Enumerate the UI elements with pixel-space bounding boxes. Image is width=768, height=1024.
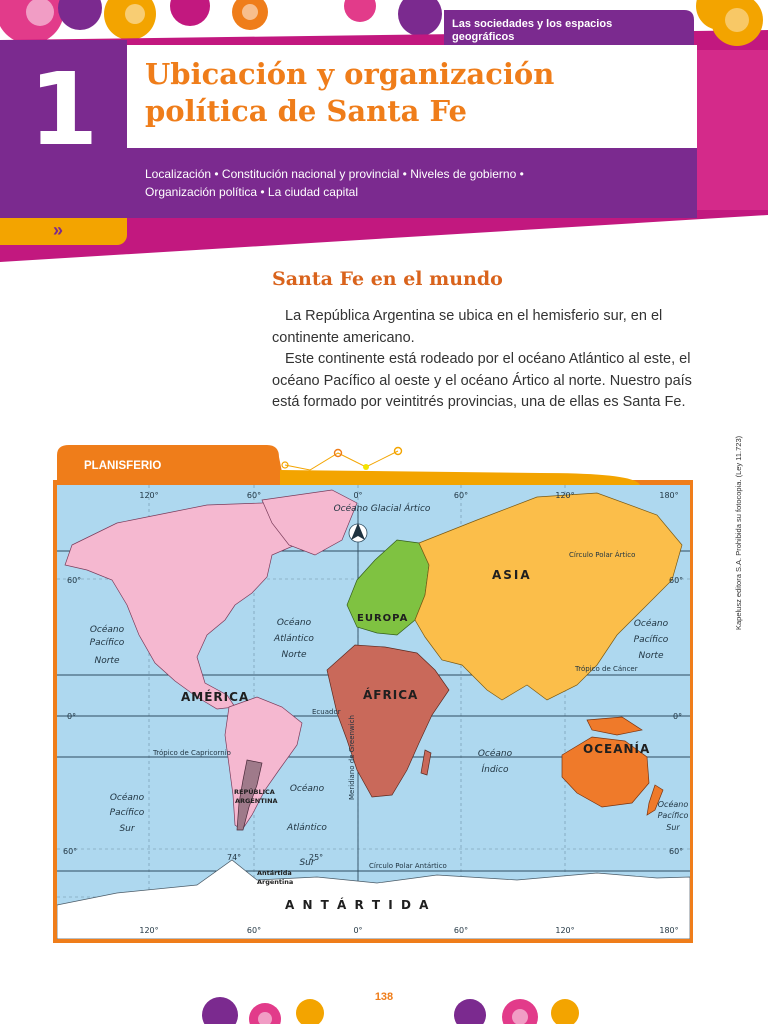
top-tick-3: 60° (453, 491, 469, 500)
bottom-tick-3: 60° (453, 926, 469, 935)
copyright-note (734, 400, 748, 630)
label-pacifico-norte-w-2: Norte (94, 656, 120, 666)
label-atlantico-sur-1: Atlántico (287, 823, 327, 833)
label-antartida-argentina-1: Argentina (257, 878, 294, 886)
left-tick-1: 0° (67, 712, 77, 721)
bottom-tick-5: 180° (659, 926, 679, 935)
bottom-tick-1: 60° (246, 926, 262, 935)
chapter-number: 1 (28, 51, 99, 168)
top-tick-1: 60° (246, 491, 262, 500)
label-atlantico-norte-2: Norte (281, 650, 307, 660)
copyright-note-text: Kapelusz editora S.A. Prohibida su fotocopia. (Ley 11.723) (734, 435, 743, 630)
section-heading: Santa Fe en el mundo (272, 268, 503, 290)
left-tick-0: 60° (67, 576, 82, 585)
top-tick-0: 120° (139, 491, 159, 500)
label-argentina-0: REPÚBLICA (234, 788, 275, 796)
bottom-tick-4: 120° (555, 926, 575, 935)
greenwich-label: Meridiano de Greenwich (348, 715, 356, 800)
label-atlantico-norte-0: Océano (276, 618, 312, 628)
right-tick-0: 60° (669, 576, 684, 585)
paragraph-2: Este continente está rodeado por el océano Atlántico al este, el océano Pacífico al oeste y el océano Ártico al norte. Nuestro país está formado por veintitrés provincias, una de ellas es Santa Fe. (272, 351, 692, 410)
label-pacifico-norte-w-0: Océano (89, 625, 125, 635)
tropic-capricorn-label: Trópico de Capricornio (153, 749, 231, 757)
label-pacifico-sur-w-1: Pacífico (109, 808, 145, 818)
label-pacifico-norte-e-1: Pacífico (633, 635, 669, 645)
tropic-cancer-label: Trópico de Cáncer (575, 665, 638, 673)
label-indico-0: Océano (477, 749, 513, 759)
top-tick-5: 180° (659, 491, 679, 500)
body-text (272, 306, 698, 414)
label-pacifico-sur-w-2: Sur (119, 824, 135, 834)
label-antartida: A N T Á R T I D A (285, 898, 431, 912)
paragraph-1: La República Argentina se ubica en el hemisferio sur, en el continente americano. (272, 308, 663, 346)
label-pacifico-sur-w-0: Océano (109, 793, 145, 803)
label-africa: ÁFRICA (363, 688, 419, 702)
double-chevron-down-icon: » (53, 220, 64, 240)
map-tab-label: PLANISFERIO (84, 460, 162, 472)
label-antartida-argentina-0: Antártida (257, 869, 292, 877)
chapter-title: Ubicación y organización política de Santa Fe (145, 57, 555, 128)
label-pacifico-sur-e-1: Pacífico (657, 811, 689, 820)
label-glacial-artico: Océano Glacial Ártico (333, 504, 431, 514)
map-tab-connector (280, 445, 640, 485)
label-america: AMÉRICA (181, 690, 250, 704)
label-atlantico-norte-1: Atlántico (274, 634, 314, 644)
header-side-decoration (697, 0, 768, 262)
top-tick-4: 120° (555, 491, 575, 500)
label-oceania: OCEANÍA (583, 742, 651, 756)
chapter-topics (145, 165, 665, 201)
bottom-tick-0: 120° (139, 926, 159, 935)
label-atlantico-sur-2: Sur (299, 858, 315, 868)
label-asia: ASIA (492, 568, 532, 582)
label-pacifico-norte-e-0: Océano (633, 619, 669, 629)
antarctic-circle-label: Círculo Polar Antártico (369, 862, 447, 870)
right-tick-1: 0° (673, 712, 683, 721)
label-indico-1: Índico (481, 765, 509, 775)
label-argentina-1: ARGENTINA (235, 797, 278, 805)
page-number: 138 (374, 991, 394, 1003)
world-map (57, 485, 690, 939)
top-tick-2: 0° (353, 491, 363, 500)
label-pacifico-norte-w-1: Pacífico (89, 638, 125, 648)
section-tag (444, 10, 694, 50)
arctic-circle-label: Círculo Polar Ártico (569, 551, 636, 559)
label-atlantico-sur-0: Océano (289, 784, 325, 794)
topics-line-2: Organización política • La ciudad capital (145, 185, 358, 199)
section-tag-text: Las sociedades y los espacios geográficos (452, 18, 613, 43)
label-pacifico-norte-e-2: Norte (638, 651, 664, 661)
label-europa: EUROPA (357, 613, 409, 624)
antarctic-tick-74: 74° (227, 853, 242, 862)
label-pacifico-sur-e-0: Océano (657, 800, 689, 809)
chapter-tab (0, 218, 127, 245)
right-tick-2: 60° (669, 847, 684, 856)
equator-label: Ecuador (312, 708, 341, 716)
topics-line-1: Localización • Constitución nacional y provincial • Niveles de gobierno • (145, 167, 524, 181)
bottom-tick-2: 0° (353, 926, 363, 935)
left-tick-2: 60° (63, 847, 78, 856)
antarctic-tick-25: 25° (309, 853, 324, 862)
label-pacifico-sur-e-2: Sur (666, 823, 680, 832)
